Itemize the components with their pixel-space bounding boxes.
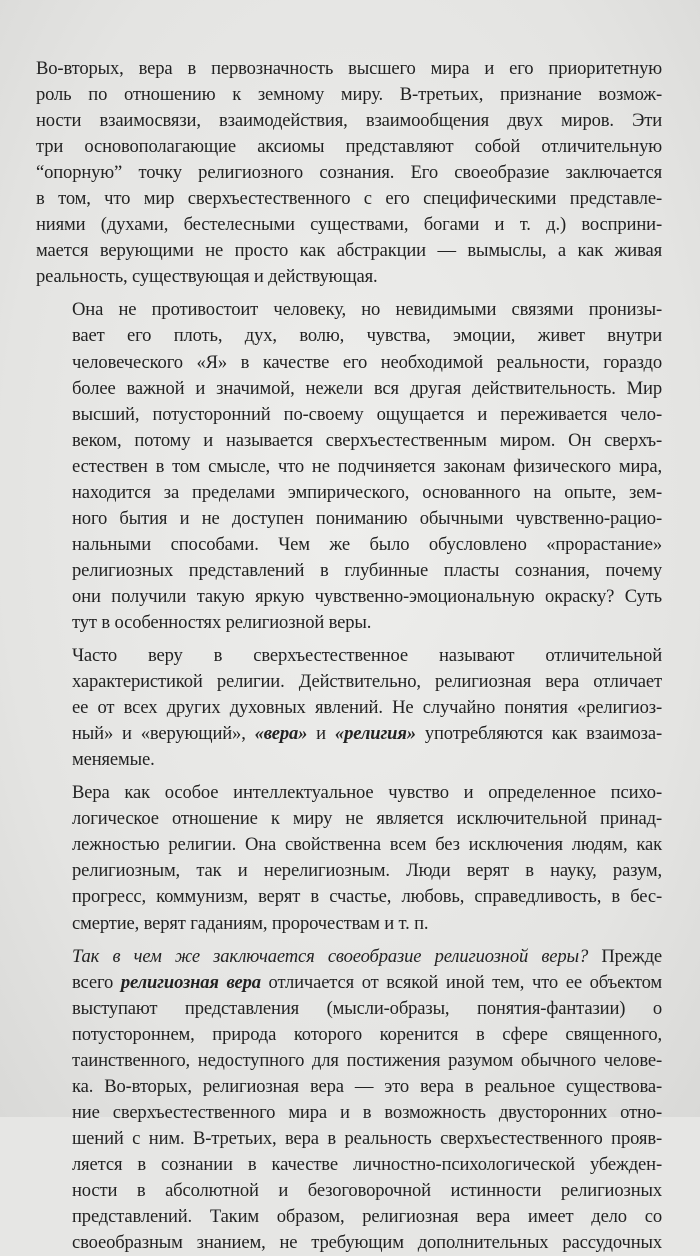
paragraph xyxy=(36,780,662,936)
paragraph xyxy=(36,944,662,1256)
text-line xyxy=(36,1152,662,1178)
text-line xyxy=(36,1048,662,1074)
body-text xyxy=(36,56,662,1256)
text-line xyxy=(36,480,662,506)
text-run: лежностью религии. Она свойственна всем без исключения людям, как xyxy=(72,834,662,856)
text-line xyxy=(36,780,662,806)
text-run: тут в особенностях религиозной веры. xyxy=(72,611,372,633)
text-run: Вера как особое интеллектуальное чувство и определенное психо- xyxy=(72,782,662,804)
text-line xyxy=(36,134,662,160)
text-run: ниями (духами, бестелесными существами, богами и т. д.) восприни- xyxy=(36,214,662,236)
text-run: ка. Во-вторых, религиозная вера — это вера в реальное существова- xyxy=(72,1075,662,1097)
text-run: ляется в сознании в качестве личностно-психологической убежден- xyxy=(72,1153,662,1175)
text-run: выступают представления (мысли-образы, понятия-фантазии) о xyxy=(72,997,662,1019)
text-line xyxy=(36,996,662,1022)
text-line xyxy=(36,350,662,376)
text-line xyxy=(36,1074,662,1100)
text-line xyxy=(36,695,662,721)
emphasis-text: религиозная вера xyxy=(120,971,261,993)
text-line xyxy=(36,584,662,610)
text-run: естествен в том смысле, что не подчиняется законам физического мира, xyxy=(72,455,662,477)
text-line xyxy=(36,643,662,669)
text-run: роль по отношению к земному миру. В-третьих, признание возмож- xyxy=(36,84,662,106)
text-run: реальность, существующая и действующая. xyxy=(36,266,378,288)
text-line xyxy=(36,669,662,695)
text-run: логическое отношение к миру не является исключительной принад- xyxy=(72,808,662,830)
text-line xyxy=(36,428,662,454)
text-line xyxy=(36,747,662,773)
text-run: “опорную” точку религиозного сознания. Его своеобразие заключается xyxy=(36,162,662,184)
text-line xyxy=(36,832,662,858)
text-run: религиозным, так и нерелигиозным. Люди верят в науку, разум, xyxy=(72,860,662,882)
text-line xyxy=(36,56,662,82)
paragraph xyxy=(36,643,662,773)
text-run: ный» и «верующий», xyxy=(72,723,255,745)
text-line xyxy=(36,911,662,937)
text-run: ности в абсолютной и безоговорочной истинности религиозных xyxy=(72,1179,662,1201)
text-run: ние сверхъестественного мира и в возможность двусторонних отно- xyxy=(72,1101,662,1123)
text-run: Она не противостоит человеку, но невидимыми связями пронизы- xyxy=(72,299,662,321)
text-run: отличается от всякой иной тем, что ее объектом xyxy=(260,971,662,993)
text-line xyxy=(36,1230,662,1256)
text-line xyxy=(36,610,662,636)
text-run: высший, потусторонний по-своему ощущается и переживается чело- xyxy=(72,403,662,425)
text-line xyxy=(36,160,662,186)
text-run: всего xyxy=(72,971,121,993)
text-line xyxy=(36,212,662,238)
text-run: таинственного, недоступного для постижения разумом обычного челове- xyxy=(72,1049,662,1071)
text-run: ее от всех других духовных явлений. Не случайно понятия «религиоз- xyxy=(72,697,662,719)
text-run: своеобразным знанием, не требующим дополнительных рассудочных xyxy=(72,1232,662,1254)
text-run: Прежде xyxy=(588,945,662,967)
text-run: более важной и значимой, нежели вся другая действительность. Мир xyxy=(72,377,662,399)
text-line xyxy=(36,454,662,480)
text-run: ности взаимосвязи, взаимодействия, взаимообщения двух миров. Эти xyxy=(36,110,662,132)
text-line xyxy=(36,376,662,402)
text-line xyxy=(36,806,662,832)
paragraph xyxy=(36,56,662,290)
text-run: характеристикой религии. Действительно, религиозная вера отличает xyxy=(72,671,662,693)
text-line xyxy=(36,721,662,747)
text-run: ного бытия и не доступен пониманию обычными чувственно-рацио- xyxy=(72,507,662,529)
text-run: прогресс, коммунизм, верят в счастье, любовь, справедливость, в бес- xyxy=(72,886,662,908)
text-line xyxy=(36,1126,662,1152)
text-run: Во-вторых, вера в первозначность высшего мира и его приоритетную xyxy=(36,58,662,79)
text-line xyxy=(36,1022,662,1048)
text-run: мается верующими не просто как абстракции — вымыслы, а как живая xyxy=(36,240,662,262)
text-line xyxy=(36,506,662,532)
text-line xyxy=(36,858,662,884)
text-run: меняемые. xyxy=(72,749,155,771)
emphasis-text: Так в чем же заключается своеобразие религиозной веры? xyxy=(72,945,589,967)
text-run: и xyxy=(307,723,335,745)
emphasis-text: «религия» xyxy=(334,723,416,745)
text-run: в том, что мир сверхъестественного с его специфическими представле- xyxy=(36,188,662,210)
text-run: три основополагающие аксиомы представляют собой отличительную xyxy=(36,136,662,158)
emphasis-text: «вера» xyxy=(254,723,308,745)
text-line xyxy=(36,558,662,584)
text-line xyxy=(36,970,662,996)
text-line xyxy=(36,532,662,558)
text-run: вает его плоть, дух, волю, чувства, эмоции, живет внутри xyxy=(72,325,662,347)
text-line xyxy=(36,186,662,212)
text-line xyxy=(36,323,662,349)
text-run: находится за пределами эмпирического, основанного на опыте, зем- xyxy=(72,481,662,503)
text-line xyxy=(36,297,662,323)
text-line xyxy=(36,1100,662,1126)
text-run: употребляются как взаимоза- xyxy=(415,723,662,745)
text-line xyxy=(36,1204,662,1230)
text-run: смертие, верят гаданиям, пророчествам и т. п. xyxy=(72,912,429,934)
text-run: потустороннем, природа которого коренится в сфере священного, xyxy=(72,1023,662,1045)
paragraph xyxy=(36,297,662,636)
text-line xyxy=(36,402,662,428)
text-run: они получили такую яркую чувственно-эмоциональную окраску? Суть xyxy=(72,585,662,607)
text-line xyxy=(36,108,662,134)
text-line xyxy=(36,82,662,108)
text-run: шений с ним. В-третьих, вера в реальность сверхъестественного прояв- xyxy=(72,1127,662,1149)
text-line xyxy=(36,944,662,970)
text-line xyxy=(36,1178,662,1204)
text-run: нальными способами. Чем же было обусловлено «прорастание» xyxy=(72,533,662,555)
text-line xyxy=(36,238,662,264)
text-line xyxy=(36,264,662,290)
text-run: веком, потому и называется сверхъестественным миром. Он сверхъ- xyxy=(72,429,662,451)
text-run: Часто веру в сверхъестественное называют отличительной xyxy=(72,645,662,667)
text-run: человеческого «Я» в качестве его необходимой реальности, гораздо xyxy=(72,351,662,373)
text-run: религиозных представлений в глубинные пласты сознания, почему xyxy=(72,559,662,581)
text-run: представлений. Таким образом, религиозная вера имеет дело со xyxy=(72,1206,662,1228)
text-line xyxy=(36,884,662,910)
